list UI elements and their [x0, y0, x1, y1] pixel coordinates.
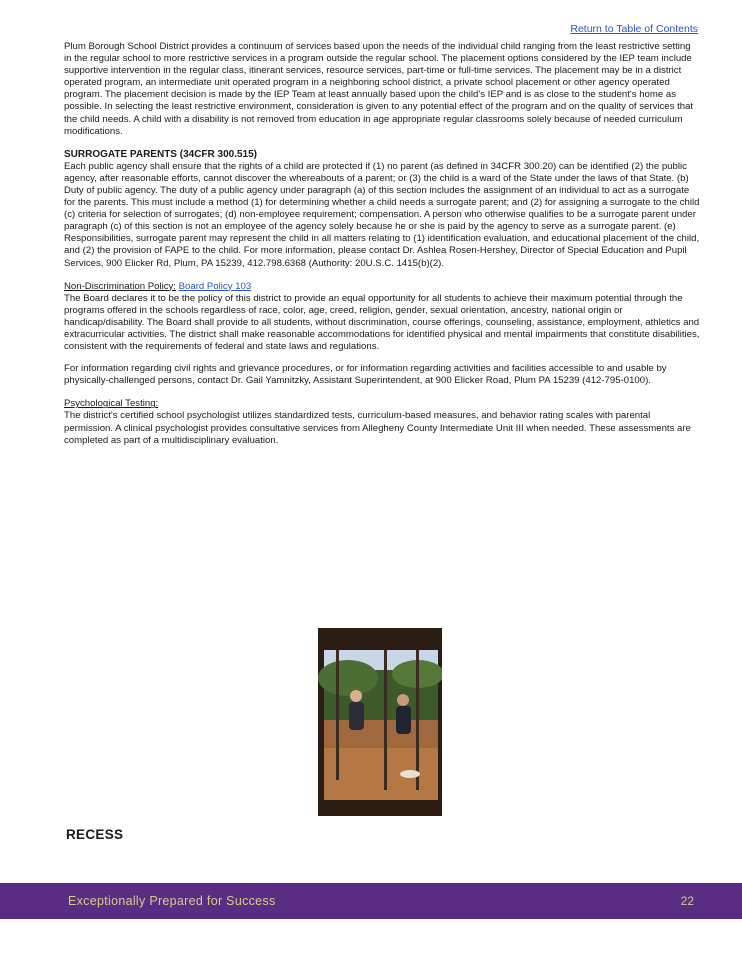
nondiscrimination-heading: Non-Discrimination Policy: — [64, 280, 176, 292]
nondiscrimination-heading-line — [64, 281, 700, 293]
surrogate-heading: SURROGATE PARENTS (34CFR 300.515) — [64, 148, 258, 160]
psych-testing-heading: Psychological Testing: — [64, 398, 159, 410]
civil-rights-contact-paragraph: For information regarding civil rights and grievance procedures, or for information regarding activities and facilities accessible to and usable by physically-challenged persons, contact Dr. Gail Yamnitzky, Assistant Superintendent, at 900 Elicker Road, Plum PA 15239 (412-795-0100). — [64, 363, 667, 387]
page-number: 22 — [680, 894, 694, 908]
footer-band — [0, 883, 742, 919]
nondiscrimination-paragraph: The Board declares it to be the policy of this district to provide an equal opportunity for all students to achieve their maximum potential through the programs offered in the schools regardless of race, color, age, creed, religion, gender, sexual orientation, ancestry, national origin or handicap/disability. The Board shall provide to all students, without discrimination, course offerings, counseling, assistance, employment, athletics and extracurricular activities. The district shall make reasonable accommodations for identified physical and mental impairments that constitute disabilities, consistent with the requirements of federal and state laws and regulations. — [64, 292, 700, 353]
psych-testing-paragraph: The district's certified school psychologist utilizes standardized tests, curriculum-based measures, and behavior rating scales with parental permission. A clinical psychologist provides consultative services from Allegheny County Intermediate Unit III when needed. These assessments are completed as part of a multidisciplinary evaluation. — [64, 410, 691, 446]
playground-photo — [318, 628, 442, 816]
surrogate-paragraph: Each public agency shall ensure that the rights of a child are protected if (1) no parent (as defined in 34CFR 300.20) can be identified (2) the public agency, after reasonable efforts, cannot discover the whereabouts of a parent; or (3) the child is a ward of the State under the laws of that State. (b) Duty of public agency. The duty of a public agency under paragraph (a) of this section includes the assignment of an individual to act as a surrogate for the parents. This must include a method (1) for determining whether a child needs a surrogate parent; and (2) for assigning a surrogate to the child (c) criteria for selection of surrogates; (d) non-employee requirement; compensation. A person who otherwise qualifies to be a surrogate parent under paragraph (c) of this section is not an employee of the agency solely because he or she is paid by the agency to serve as a surrogate parent. (e) Responsibilities, surrogate parent may represent the child in all matters relating to (1) identification evaluation, and educational placement of the child, and (2) the provision of FAPE to the child. For more information, please contact Dr. Ashlea Rosen-Hershey, Director of Special Education and Pupil Services, 900 Elicker Rd, Plum, PA 15239, 412.798.6368 (Authority: 20U.S.C. 1415(b)(2). — [64, 160, 700, 269]
page-content — [64, 41, 700, 447]
placement-paragraph: Plum Borough School District provides a continuum of services based upon the needs of the individual child ranging from the least restrictive setting in the regular school to more restrictive services in a program outside the regular school. The placement options considered by the IEP team include supportive intervention in the regular class, itinerant services, resource services, part-time or full-time services. The placement may be in a district operated program, an intermediate unit operated program in a neighboring school district, a private school placement or other agency operated program. The placement decision is made by the IEP Team at least annually based upon the child's IEP and is as close to the student's home as possible. In selecting the least restrictive environment, consideration is given to any potential effect of the program and on the quality of services that the child needs. A child with a disability is not removed from education in age appropriate regular classrooms solely because of needed curriculum modifications. — [64, 41, 694, 137]
return-to-toc-link[interactable]: Return to Table of Contents — [570, 23, 698, 35]
board-policy-link[interactable]: Board Policy 103 — [178, 280, 252, 292]
footer-slogan: Exceptionally Prepared for Success — [68, 894, 276, 908]
recess-heading: RECESS — [66, 827, 124, 842]
